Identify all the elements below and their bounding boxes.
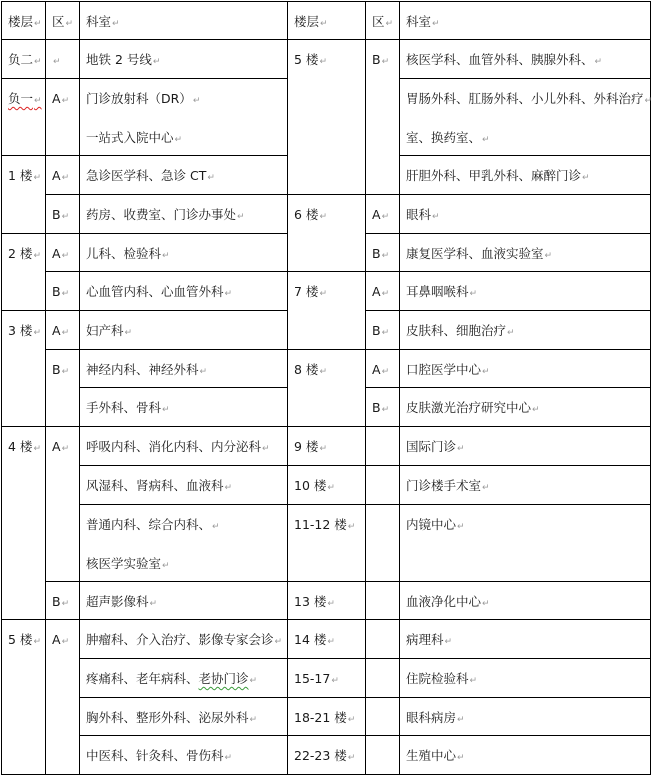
zone-label: A↵ [372, 362, 390, 377]
paragraph-mark-icon: ↵ [385, 19, 394, 29]
paragraph-mark-icon: ↵ [347, 522, 356, 532]
floor-label: 15-17↵ [294, 671, 339, 686]
dept-cell [79, 271, 288, 311]
dept-label: 病理科↵ [406, 632, 453, 647]
zone-label: B↵ [52, 594, 70, 609]
floor-cell [287, 39, 366, 195]
dept-cell [79, 194, 288, 234]
dept-cell [399, 504, 651, 582]
zone-label: A↵ [52, 168, 70, 183]
floor-label: 4 楼↵ [8, 439, 41, 454]
zone-cell [365, 619, 400, 659]
floor-label: 3 楼↵ [8, 323, 41, 338]
zone-label: B↵ [52, 207, 70, 222]
dept-label: 中医科、针灸科、骨伤科↵ [86, 748, 233, 763]
dept-label: 室、换药室、↵ [406, 130, 490, 145]
zone-cell [45, 310, 80, 350]
paragraph-mark-icon: ↵ [199, 367, 208, 377]
dept-label: 核医学科、血管外科、胰腺外科、↵ [406, 52, 603, 67]
paragraph-mark-icon: ↵ [327, 599, 335, 609]
paragraph-mark-icon: ↵ [582, 173, 590, 183]
zone-label: A↵ [52, 246, 70, 261]
paragraph-mark-icon: ↵ [644, 96, 653, 106]
zone-cell [365, 194, 400, 234]
paragraph-mark-icon: ↵ [207, 173, 215, 183]
dept-cell [399, 271, 651, 311]
paragraph-mark-icon: ↵ [381, 251, 390, 261]
header-dept-label: 科室↵ [86, 14, 120, 29]
dept-cell [399, 233, 651, 272]
zone-label: B↵ [372, 246, 390, 261]
paragraph-mark-icon: ↵ [152, 57, 161, 67]
dept-cell [399, 387, 651, 427]
dept-label: 胸外科、整形外科、泌尿外科↵ [86, 710, 258, 725]
paragraph-mark-icon: ↵ [457, 753, 465, 763]
zone-label: B↵ [52, 362, 70, 377]
paragraph-mark-icon: ↵ [61, 637, 70, 647]
paragraph-mark-icon: ↵ [319, 367, 327, 377]
floor-cell [287, 504, 366, 582]
floor-label: 1 楼↵ [8, 168, 41, 183]
dept-cell [79, 697, 288, 736]
paragraph-mark-icon: ↵ [33, 173, 41, 183]
floor-cell [287, 426, 366, 466]
zone-label: A↵ [52, 91, 70, 106]
dept-cell [79, 78, 288, 156]
floor-cell [1, 426, 46, 620]
floor-cell [287, 619, 366, 659]
dept-cell [399, 619, 651, 659]
paragraph-mark-icon: ↵ [381, 405, 390, 415]
paragraph-mark-icon: ↵ [482, 135, 490, 145]
floor-cell [1, 78, 46, 156]
floor-label: 13 楼↵ [294, 594, 335, 609]
zone-label: B↵ [52, 284, 70, 299]
paragraph-mark-icon: ↵ [457, 715, 465, 725]
floor-label: 2 楼↵ [8, 246, 41, 261]
floor-cell [287, 271, 366, 350]
paragraph-mark-icon: ↵ [33, 328, 41, 338]
paragraph-mark-icon: ↵ [61, 289, 70, 299]
dept-cell [399, 78, 651, 156]
dept-cell [399, 581, 651, 620]
paragraph-mark-icon: ↵ [457, 522, 465, 532]
paragraph-mark-icon: ↵ [327, 637, 335, 647]
paragraph-mark-icon: ↵ [162, 561, 170, 571]
paragraph-mark-icon: ↵ [162, 251, 170, 261]
paragraph-mark-icon: ↵ [327, 483, 335, 493]
floor-label: 11-12 楼↵ [294, 517, 356, 532]
dept-cell [79, 465, 288, 505]
dept-label: 皮肤科、细胞治疗↵ [406, 323, 515, 338]
dept-cell [399, 658, 651, 698]
paragraph-mark-icon: ↵ [61, 96, 70, 106]
header-zone-label: 区↵ [52, 14, 74, 29]
floor-cell [287, 581, 366, 620]
floor-cell [1, 155, 46, 234]
dept-cell [79, 387, 288, 427]
dept-label: 急诊医学科、急诊 CT↵ [86, 168, 215, 183]
paragraph-mark-icon: ↵ [224, 483, 233, 493]
paragraph-mark-icon: ↵ [319, 444, 327, 454]
zone-cell [365, 426, 400, 466]
zone-cell [45, 619, 80, 775]
dept-label: 妇产科↵ [86, 323, 133, 338]
zone-label: B↵ [372, 400, 390, 415]
dept-label: 内镜中心↵ [406, 517, 465, 532]
dept-cell [399, 349, 651, 388]
dept-label: 核医学实验室↵ [86, 556, 170, 571]
paragraph-mark-icon: ↵ [249, 715, 258, 725]
dept-cell [399, 426, 651, 466]
dept-label: 门诊放射科（DR）↵ [86, 91, 201, 106]
dept-cell [399, 465, 651, 505]
zone-cell [45, 271, 80, 311]
floor-cell [287, 465, 366, 505]
floor-label: 14 楼↵ [294, 632, 335, 647]
paragraph-mark-icon: ↵ [224, 289, 233, 299]
zone-label: A↵ [52, 632, 70, 647]
floor-cell [287, 658, 366, 698]
floor-cell [1, 310, 46, 427]
paragraph-mark-icon: ↵ [124, 328, 133, 338]
dept-label: 皮肤激光治疗研究中心↵ [406, 400, 540, 415]
dept-cell [79, 310, 288, 350]
dept-label: 国际门诊↵ [406, 439, 465, 454]
dept-label: 胃肠外科、肛肠外科、小儿外科、外科治疗↵ [406, 91, 653, 106]
paragraph-mark-icon: ↵ [347, 715, 356, 725]
header-dept-left [79, 1, 288, 40]
paragraph-mark-icon: ↵ [482, 367, 490, 377]
dept-label: 心血管内科、心血管外科↵ [86, 284, 233, 299]
zone-cell [365, 39, 400, 195]
floor-cell [287, 349, 366, 427]
paragraph-mark-icon: ↵ [174, 135, 183, 145]
paragraph-mark-icon: ↵ [319, 212, 327, 222]
zone-cell [45, 349, 80, 427]
floor-cell [287, 735, 366, 775]
paragraph-mark-icon: ↵ [61, 251, 70, 261]
zone-cell [365, 310, 400, 350]
header-floor-label: 楼层↵ [8, 14, 42, 29]
paragraph-mark-icon: ↵ [34, 57, 42, 67]
paragraph-mark-icon: ↵ [61, 328, 70, 338]
zone-label [52, 40, 61, 82]
dept-cell [79, 39, 288, 79]
floor-label: 5 楼↵ [294, 52, 327, 67]
zone-cell [365, 581, 400, 620]
paragraph-mark-icon: ↵ [53, 57, 61, 67]
floor-label: 22-23 楼↵ [294, 748, 356, 763]
dept-label: 肿瘤科、介入治疗、影像专家会诊↵ [86, 632, 283, 647]
dept-cell [79, 581, 288, 620]
paragraph-mark-icon: ↵ [33, 637, 41, 647]
paragraph-mark-icon: ↵ [34, 96, 42, 106]
paragraph-mark-icon: ↵ [482, 599, 490, 609]
dept-label: 手外科、骨科↵ [86, 400, 170, 415]
paragraph-mark-icon: ↵ [444, 637, 453, 647]
paragraph-mark-icon: ↵ [237, 212, 245, 222]
paragraph-mark-icon: ↵ [507, 328, 515, 338]
floor-label: 8 楼↵ [294, 362, 327, 377]
floor-label: 负一↵ [8, 91, 42, 106]
dept-label: 生殖中心↵ [406, 748, 465, 763]
paragraph-mark-icon: ↵ [65, 19, 74, 29]
floor-label: 6 楼↵ [294, 207, 327, 222]
floor-cell [1, 619, 46, 775]
header-dept-right [399, 1, 651, 40]
dept-label: 门诊楼手术室↵ [406, 478, 490, 493]
header-dept-label: 科室↵ [406, 14, 440, 29]
zone-cell [365, 735, 400, 775]
paragraph-mark-icon: ↵ [482, 483, 490, 493]
dept-label: 一站式入院中心↵ [86, 130, 183, 145]
zone-label: B↵ [372, 323, 390, 338]
header-zone-label: 区↵ [372, 14, 394, 29]
dept-cell [399, 697, 651, 736]
dept-cell [79, 658, 288, 698]
zone-cell [45, 155, 80, 195]
floor-label: 负二↵ [8, 52, 42, 67]
paragraph-mark-icon: ↵ [432, 212, 440, 222]
zone-label: A↵ [52, 323, 70, 338]
paragraph-mark-icon: ↵ [381, 328, 390, 338]
paragraph-mark-icon: ↵ [319, 289, 327, 299]
dept-label: 血液净化中心↵ [406, 594, 490, 609]
dept-label: 神经内科、神经外科↵ [86, 362, 208, 377]
paragraph-mark-icon: ↵ [33, 444, 41, 454]
zone-cell [45, 194, 80, 234]
dept-label: 肝胆外科、甲乳外科、麻醉门诊↵ [406, 168, 590, 183]
floor-label: 9 楼↵ [294, 439, 327, 454]
dept-label: 耳鼻咽喉科↵ [406, 284, 478, 299]
dept-label: 住院检验科↵ [406, 671, 478, 686]
paragraph-mark-icon: ↵ [212, 522, 220, 532]
paragraph-mark-icon: ↵ [319, 57, 327, 67]
zone-cell [365, 697, 400, 736]
floor-cell [287, 194, 366, 272]
floor-label: 7 楼↵ [294, 284, 327, 299]
dept-label: 口腔医学中心↵ [406, 362, 490, 377]
floor-label: 18-21 楼↵ [294, 710, 356, 725]
paragraph-mark-icon: ↵ [262, 444, 270, 454]
zone-cell [45, 426, 80, 582]
zone-cell [45, 39, 80, 79]
zone-label: A↵ [372, 207, 390, 222]
zone-label: A↵ [52, 439, 70, 454]
paragraph-mark-icon: ↵ [61, 173, 70, 183]
dept-cell [79, 426, 288, 466]
paragraph-mark-icon: ↵ [34, 19, 42, 29]
paragraph-mark-icon: ↵ [61, 599, 70, 609]
zone-cell [365, 271, 400, 311]
paragraph-mark-icon: ↵ [162, 405, 170, 415]
dept-cell [399, 194, 651, 234]
paragraph-mark-icon: ↵ [112, 19, 120, 29]
paragraph-mark-icon: ↵ [457, 444, 465, 454]
dept-cell [399, 39, 651, 79]
zone-cell [45, 581, 80, 620]
zone-cell [365, 504, 400, 582]
paragraph-mark-icon: ↵ [381, 212, 390, 222]
zone-cell [365, 658, 400, 698]
header-floor-left [1, 1, 46, 40]
dept-cell [79, 619, 288, 659]
floor-label: 10 楼↵ [294, 478, 335, 493]
paragraph-mark-icon: ↵ [274, 637, 283, 647]
dept-label: 超声影像科↵ [86, 594, 158, 609]
paragraph-mark-icon: ↵ [149, 599, 158, 609]
dept-cell [79, 349, 288, 388]
dept-cell [399, 735, 651, 775]
dept-label: 药房、收费室、门诊办事处↵ [86, 207, 245, 222]
paragraph-mark-icon: ↵ [381, 367, 390, 377]
paragraph-mark-icon: ↵ [33, 251, 41, 261]
dept-cell [399, 310, 651, 350]
floor-cell [287, 697, 366, 736]
dept-label: 地铁 2 号线↵ [86, 52, 161, 67]
paragraph-mark-icon: ↵ [594, 57, 603, 67]
header-zone-left [45, 1, 80, 40]
zone-cell [45, 78, 80, 156]
dept-label: 普通内科、综合内科、↵ [86, 517, 220, 532]
paragraph-mark-icon: ↵ [331, 676, 339, 686]
zone-cell [365, 233, 400, 272]
dept-label: 风湿科、肾病科、血液科↵ [86, 478, 233, 493]
dept-label: 疼痛科、老年病科、老协门诊↵ [86, 671, 258, 686]
paragraph-mark-icon: ↵ [532, 405, 540, 415]
paragraph-mark-icon: ↵ [224, 753, 233, 763]
dept-cell [79, 735, 288, 775]
zone-cell [365, 465, 400, 505]
header-floor-label: 楼层↵ [294, 14, 328, 29]
paragraph-mark-icon: ↵ [61, 444, 70, 454]
paragraph-mark-icon: ↵ [192, 96, 201, 106]
header-floor-right [287, 1, 366, 40]
floor-label: 5 楼↵ [8, 632, 41, 647]
zone-cell [365, 349, 400, 388]
dept-label: 呼吸内科、消化内科、内分泌科↵ [86, 439, 270, 454]
paragraph-mark-icon: ↵ [469, 289, 478, 299]
dept-label: 儿科、检验科↵ [86, 246, 170, 261]
zone-cell [45, 233, 80, 272]
paragraph-mark-icon: ↵ [381, 289, 390, 299]
paragraph-mark-icon: ↵ [61, 212, 70, 222]
dept-cell [79, 155, 288, 195]
floor-cell [1, 39, 46, 79]
paragraph-mark-icon: ↵ [249, 676, 258, 686]
paragraph-mark-icon: ↵ [381, 57, 390, 67]
paragraph-mark-icon: ↵ [347, 753, 356, 763]
zone-cell [365, 387, 400, 427]
paragraph-mark-icon: ↵ [320, 19, 328, 29]
dept-label: 眼科↵ [406, 207, 440, 222]
paragraph-mark-icon: ↵ [544, 251, 553, 261]
dept-cell [399, 155, 651, 195]
zone-label: A↵ [372, 284, 390, 299]
dept-cell [79, 504, 288, 582]
paragraph-mark-icon: ↵ [469, 676, 478, 686]
floor-cell [1, 233, 46, 311]
paragraph-mark-icon: ↵ [432, 19, 440, 29]
dept-label: 眼科病房↵ [406, 710, 465, 725]
header-zone-right [365, 1, 400, 40]
zone-label: B↵ [372, 52, 390, 67]
paragraph-mark-icon: ↵ [61, 367, 70, 377]
dept-label: 康复医学科、血液实验室↵ [406, 246, 553, 261]
dept-cell [79, 233, 288, 272]
